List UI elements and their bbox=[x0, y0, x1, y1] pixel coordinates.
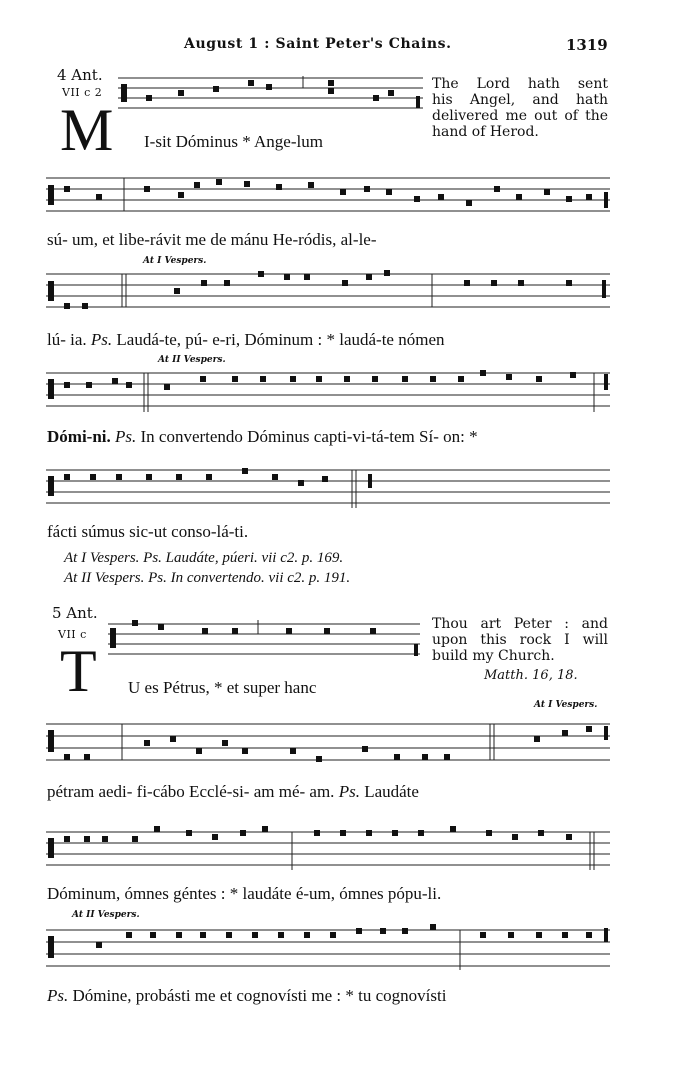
psalm-abbrev: Ps. bbox=[115, 427, 137, 446]
neume bbox=[536, 376, 542, 382]
antiphon-5-first-line: U es Pétrus, * et super hanc bbox=[128, 678, 317, 697]
neume bbox=[438, 194, 444, 200]
scripture-citation: Matth. 16, 18. bbox=[484, 668, 578, 683]
antiphon-4-ending: fácti súmus sic-ut conso-lá-ti. bbox=[47, 522, 249, 541]
neume bbox=[402, 928, 408, 934]
neume bbox=[212, 834, 218, 840]
neume bbox=[373, 95, 379, 101]
antiphon-4-line-3 bbox=[47, 330, 445, 350]
neume bbox=[290, 376, 296, 382]
neume bbox=[64, 474, 70, 480]
c-clef bbox=[48, 281, 54, 301]
translation-line: his Angel, and hath bbox=[432, 92, 608, 108]
translation-line: hand of Herod. bbox=[432, 124, 539, 140]
translation-line: Thou art Peter : and bbox=[432, 616, 608, 632]
neume bbox=[278, 932, 284, 938]
neume bbox=[213, 86, 219, 92]
neume bbox=[342, 280, 348, 286]
translation-line: The Lord hath sent bbox=[432, 76, 608, 92]
custos bbox=[604, 374, 608, 390]
c-clef bbox=[110, 628, 116, 648]
translation-line: delivered me out of the bbox=[432, 108, 608, 124]
custos bbox=[368, 474, 372, 488]
neume bbox=[226, 932, 232, 938]
neume bbox=[248, 80, 254, 86]
neume bbox=[372, 376, 378, 382]
c-clef bbox=[48, 379, 54, 399]
neume bbox=[258, 271, 264, 277]
neume bbox=[486, 830, 492, 836]
neume bbox=[200, 376, 206, 382]
antiphon-4-line-2: sú- um, et libe-rávit me de mánu He-ródis, al-le- bbox=[47, 230, 377, 249]
antiphon-4-first-line: I-sit Dóminus * Ange-lum bbox=[144, 132, 323, 151]
neume bbox=[176, 932, 182, 938]
neume bbox=[304, 274, 310, 280]
neume bbox=[402, 376, 408, 382]
neume bbox=[418, 830, 424, 836]
neume bbox=[276, 184, 282, 190]
antiphon-4-translation bbox=[432, 76, 608, 140]
neume bbox=[96, 194, 102, 200]
staff-5 bbox=[46, 466, 610, 508]
neume bbox=[64, 303, 70, 309]
c-clef bbox=[48, 936, 54, 958]
neume bbox=[201, 280, 207, 286]
neume bbox=[284, 274, 290, 280]
c-clef bbox=[48, 730, 54, 752]
antiphon-4-initial: M bbox=[60, 97, 114, 163]
neume bbox=[222, 740, 228, 746]
neume bbox=[262, 826, 268, 832]
neume bbox=[242, 748, 248, 754]
neume bbox=[206, 474, 212, 480]
neume bbox=[562, 932, 568, 938]
neume bbox=[586, 932, 592, 938]
neume bbox=[362, 746, 368, 752]
neume bbox=[366, 274, 372, 280]
neume bbox=[298, 480, 304, 486]
neume bbox=[194, 182, 200, 188]
neume bbox=[512, 834, 518, 840]
staff-1 bbox=[118, 76, 423, 112]
neume bbox=[178, 192, 184, 198]
neume bbox=[570, 372, 576, 378]
c-clef bbox=[48, 838, 54, 858]
psalm-incipit: In convertendo Dóminus capti-vi-tá-tem Sí- on: * bbox=[140, 427, 478, 446]
neume bbox=[144, 186, 150, 192]
neume bbox=[392, 830, 398, 836]
neume bbox=[164, 384, 170, 390]
custos bbox=[414, 644, 418, 656]
neume bbox=[394, 754, 400, 760]
neume bbox=[586, 726, 592, 732]
neume bbox=[430, 376, 436, 382]
antiphon-5-mode: VII c bbox=[58, 628, 87, 641]
neume bbox=[366, 830, 372, 836]
c-clef bbox=[48, 476, 54, 496]
custos bbox=[602, 280, 606, 298]
staff-8 bbox=[46, 826, 610, 870]
neume bbox=[176, 474, 182, 480]
neume bbox=[154, 826, 160, 832]
neume bbox=[586, 194, 592, 200]
neume bbox=[370, 628, 376, 634]
antiphon-4-mode: VII c 2 bbox=[62, 86, 103, 99]
rubric-second-vespers: At II Vespers. bbox=[158, 355, 226, 365]
psalm-abbrev: Ps. bbox=[90, 330, 113, 349]
antiphon-4-number: 4 Ant. bbox=[57, 66, 103, 84]
rubric-first-vespers: At I Vespers. bbox=[534, 700, 598, 710]
antiphon-4-line-4 bbox=[47, 427, 478, 447]
neume bbox=[202, 628, 208, 634]
neume bbox=[566, 834, 572, 840]
neume bbox=[562, 730, 568, 736]
psalm-abbrev: Ps. bbox=[338, 782, 360, 801]
reference-second-vespers: At II Vespers. Ps. In convertendo. vii c2. p. 191. bbox=[64, 570, 351, 586]
neume bbox=[364, 186, 370, 192]
psalm-incipit: Dómine, probásti me et cognovísti me : * tu cognovísti bbox=[72, 986, 447, 1005]
neume bbox=[494, 186, 500, 192]
neume bbox=[322, 476, 328, 482]
neume bbox=[480, 932, 486, 938]
neume bbox=[200, 932, 206, 938]
custos bbox=[604, 726, 608, 740]
neume bbox=[430, 924, 436, 930]
neume bbox=[232, 376, 238, 382]
psalm-incipit: Laudáte bbox=[364, 782, 419, 801]
antiphon-5-initial: T bbox=[60, 638, 97, 704]
custos bbox=[416, 96, 420, 108]
neume bbox=[90, 474, 96, 480]
neume bbox=[444, 754, 450, 760]
neume bbox=[232, 628, 238, 634]
neume bbox=[84, 754, 90, 760]
antiphon-5-line-4 bbox=[47, 986, 446, 1006]
neume bbox=[132, 836, 138, 842]
neume bbox=[158, 624, 164, 630]
neume bbox=[252, 932, 258, 938]
neume bbox=[144, 740, 150, 746]
neume bbox=[480, 370, 486, 376]
neume bbox=[170, 736, 176, 742]
neume bbox=[64, 186, 70, 192]
antiphon-5-number: 5 Ant. bbox=[52, 604, 98, 622]
antiphon-5-line-3: Dóminum, ómnes géntes : * laudáte é-um, ómnes pópu-li. bbox=[47, 884, 442, 903]
neume bbox=[518, 280, 524, 286]
neume bbox=[566, 196, 572, 202]
neume bbox=[491, 280, 497, 286]
neume bbox=[314, 830, 320, 836]
custos bbox=[604, 192, 608, 208]
neume bbox=[186, 830, 192, 836]
neume bbox=[506, 374, 512, 380]
staff-2 bbox=[46, 176, 610, 216]
neume bbox=[146, 95, 152, 101]
neume bbox=[174, 288, 180, 294]
neume bbox=[414, 196, 420, 202]
neume bbox=[178, 90, 184, 96]
staff-4 bbox=[46, 368, 610, 412]
antiphon-5-line-2 bbox=[47, 782, 419, 802]
neume bbox=[242, 468, 248, 474]
neume bbox=[272, 474, 278, 480]
neume bbox=[508, 932, 514, 938]
neume bbox=[132, 620, 138, 626]
neume bbox=[150, 932, 156, 938]
custos bbox=[604, 928, 608, 942]
neume bbox=[536, 932, 542, 938]
neume bbox=[86, 382, 92, 388]
rubric-first-vespers: At I Vespers. bbox=[143, 256, 207, 266]
running-header-title: August 1 : Saint Peter's Chains. bbox=[184, 36, 452, 52]
lyric-syllables: lú- ia. bbox=[47, 330, 87, 349]
neume bbox=[308, 182, 314, 188]
neume bbox=[102, 836, 108, 842]
staff-6 bbox=[108, 618, 420, 660]
neume bbox=[534, 736, 540, 742]
psalm-abbrev: Ps. bbox=[47, 986, 69, 1005]
neume bbox=[216, 179, 222, 185]
neume bbox=[64, 382, 70, 388]
neume bbox=[96, 942, 102, 948]
neume bbox=[340, 189, 346, 195]
neume bbox=[544, 189, 550, 195]
neume bbox=[344, 376, 350, 382]
psalm-incipit: Laudá-te, pú- e-ri, Dóminum : * laudá-te nómen bbox=[116, 330, 445, 349]
c-clef bbox=[48, 185, 54, 205]
neume bbox=[516, 194, 522, 200]
neume bbox=[566, 280, 572, 286]
neume bbox=[464, 280, 470, 286]
neume bbox=[328, 88, 334, 94]
neume bbox=[266, 84, 272, 90]
neume bbox=[316, 376, 322, 382]
neume bbox=[538, 830, 544, 836]
neume bbox=[388, 90, 394, 96]
reference-first-vespers: At I Vespers. Ps. Laudáte, púeri. vii c2. p. 169. bbox=[64, 550, 344, 566]
staff-7 bbox=[46, 716, 610, 776]
translation-line: upon this rock I will bbox=[432, 632, 608, 648]
neume bbox=[64, 836, 70, 842]
lyric-syllables: pétram aedi- fi-cábo Ecclé-si- am mé- am. bbox=[47, 782, 335, 801]
neume bbox=[304, 932, 310, 938]
neume bbox=[384, 270, 390, 276]
neume bbox=[466, 200, 472, 206]
neume bbox=[196, 748, 202, 754]
neume bbox=[422, 754, 428, 760]
staff-3 bbox=[46, 270, 610, 312]
neume bbox=[126, 932, 132, 938]
page-number: 1319 bbox=[566, 36, 608, 54]
neume bbox=[64, 754, 70, 760]
neume bbox=[112, 378, 118, 384]
neume bbox=[324, 628, 330, 634]
staff-9 bbox=[46, 924, 610, 970]
neume bbox=[356, 928, 362, 934]
neume bbox=[116, 474, 122, 480]
neume bbox=[316, 756, 322, 762]
lyric-syllables: Dómi-ni. bbox=[47, 427, 111, 446]
c-clef bbox=[121, 84, 127, 102]
neume bbox=[386, 189, 392, 195]
antiphon-5-translation bbox=[432, 616, 608, 664]
neume bbox=[146, 474, 152, 480]
neume bbox=[286, 628, 292, 634]
neume bbox=[224, 280, 230, 286]
neume bbox=[328, 80, 334, 86]
neume bbox=[240, 830, 246, 836]
neume bbox=[330, 932, 336, 938]
neume bbox=[126, 382, 132, 388]
neume bbox=[290, 748, 296, 754]
neume bbox=[458, 376, 464, 382]
neume bbox=[84, 836, 90, 842]
neume bbox=[260, 376, 266, 382]
neume bbox=[82, 303, 88, 309]
neume bbox=[450, 826, 456, 832]
neume bbox=[244, 181, 250, 187]
translation-line: build my Church. bbox=[432, 648, 555, 664]
neume bbox=[380, 928, 386, 934]
neume bbox=[340, 830, 346, 836]
rubric-second-vespers: At II Vespers. bbox=[72, 910, 140, 920]
